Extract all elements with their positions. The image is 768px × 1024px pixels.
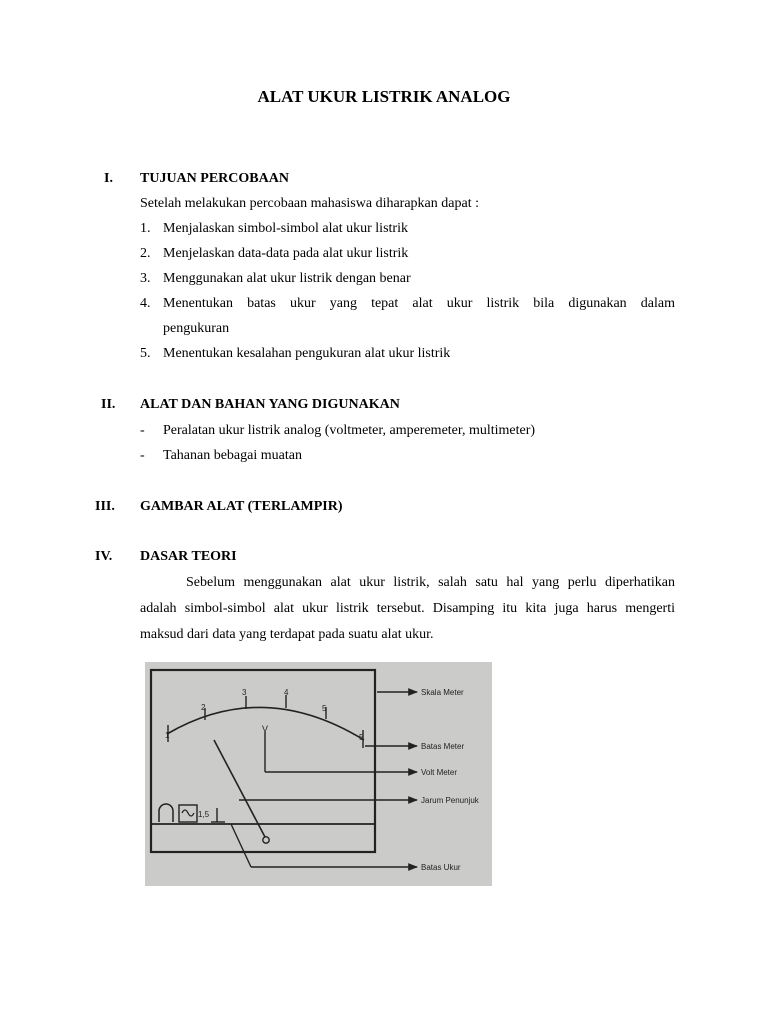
section-number: III. [95, 499, 115, 514]
list-item: Menggunakan alat ukur listrik dengan benar [163, 271, 411, 286]
scale-number: 2 [201, 703, 206, 712]
paragraph-line: Sebelum menggunakan alat ukur listrik, salah satu hal yang perlu diperhatikan [186, 575, 675, 590]
unit-symbol: V [262, 724, 269, 734]
meter-diagram [145, 662, 492, 886]
section-title: TUJUAN PERCOBAAN [140, 171, 289, 186]
list-item: Menjalaskan simbol-simbol alat ukur listrik [163, 221, 408, 236]
paragraph-line: maksud dari data yang terdapat pada suatu alat ukur. [140, 627, 434, 642]
scale-number: 5 [359, 733, 364, 742]
list-marker: - [140, 423, 145, 438]
list-item: Peralatan ukur listrik analog (voltmeter, amperemeter, multimeter) [163, 423, 536, 438]
accuracy-class: 1,5 [198, 810, 210, 819]
list-item: Menentukan batas ukur yang tepat alat ukur listrik bila digunakan dalam [163, 296, 675, 311]
scale-number: 4 [284, 688, 289, 697]
list-marker: 3. [140, 271, 151, 286]
callout-label: Batas Meter [421, 742, 465, 751]
list-item: Tahanan bebagai muatan [163, 448, 302, 463]
section-title: ALAT DAN BAHAN YANG DIGUNAKAN [140, 397, 400, 412]
callout-label: Jarum Penunjuk [421, 796, 479, 805]
list-item-continuation: pengukuran [163, 321, 230, 336]
section-title: GAMBAR ALAT (TERLAMPIR) [140, 499, 343, 514]
section-number: IV. [95, 549, 113, 564]
list-marker: 1. [140, 221, 151, 236]
section-title: DASAR TEORI [140, 549, 237, 564]
list-marker: 4. [140, 296, 151, 311]
needle-pivot [263, 837, 269, 843]
moving-coil-symbol [159, 804, 173, 822]
paragraph-line: adalah simbol-simbol alat ukur listrik tersebut. Disamping itu kita juga harus mengerti [140, 601, 675, 616]
scale-number: 1 [165, 731, 170, 740]
section-intro: Setelah melakukan percobaan mahasiswa diharapkan dapat : [140, 196, 479, 211]
callout-label: Volt Meter [421, 768, 458, 777]
scale-number: 5 [322, 704, 327, 713]
section-number: II. [101, 397, 116, 412]
list-item: Menjelaskan data-data pada alat ukur listrik [163, 246, 409, 261]
scale-number: 3 [242, 688, 247, 697]
list-marker: - [140, 448, 145, 463]
document-title: ALAT UKUR LISTRIK ANALOG [257, 87, 511, 106]
list-item: Menentukan kesalahan pengukuran alat ukur listrik [163, 346, 451, 361]
section-number: I. [104, 171, 113, 186]
list-marker: 2. [140, 246, 151, 261]
meter-figure [145, 662, 492, 886]
list-marker: 5. [140, 346, 151, 361]
callout-label: Batas Ukur [421, 863, 461, 872]
callout-label: Skala Meter [421, 688, 464, 697]
